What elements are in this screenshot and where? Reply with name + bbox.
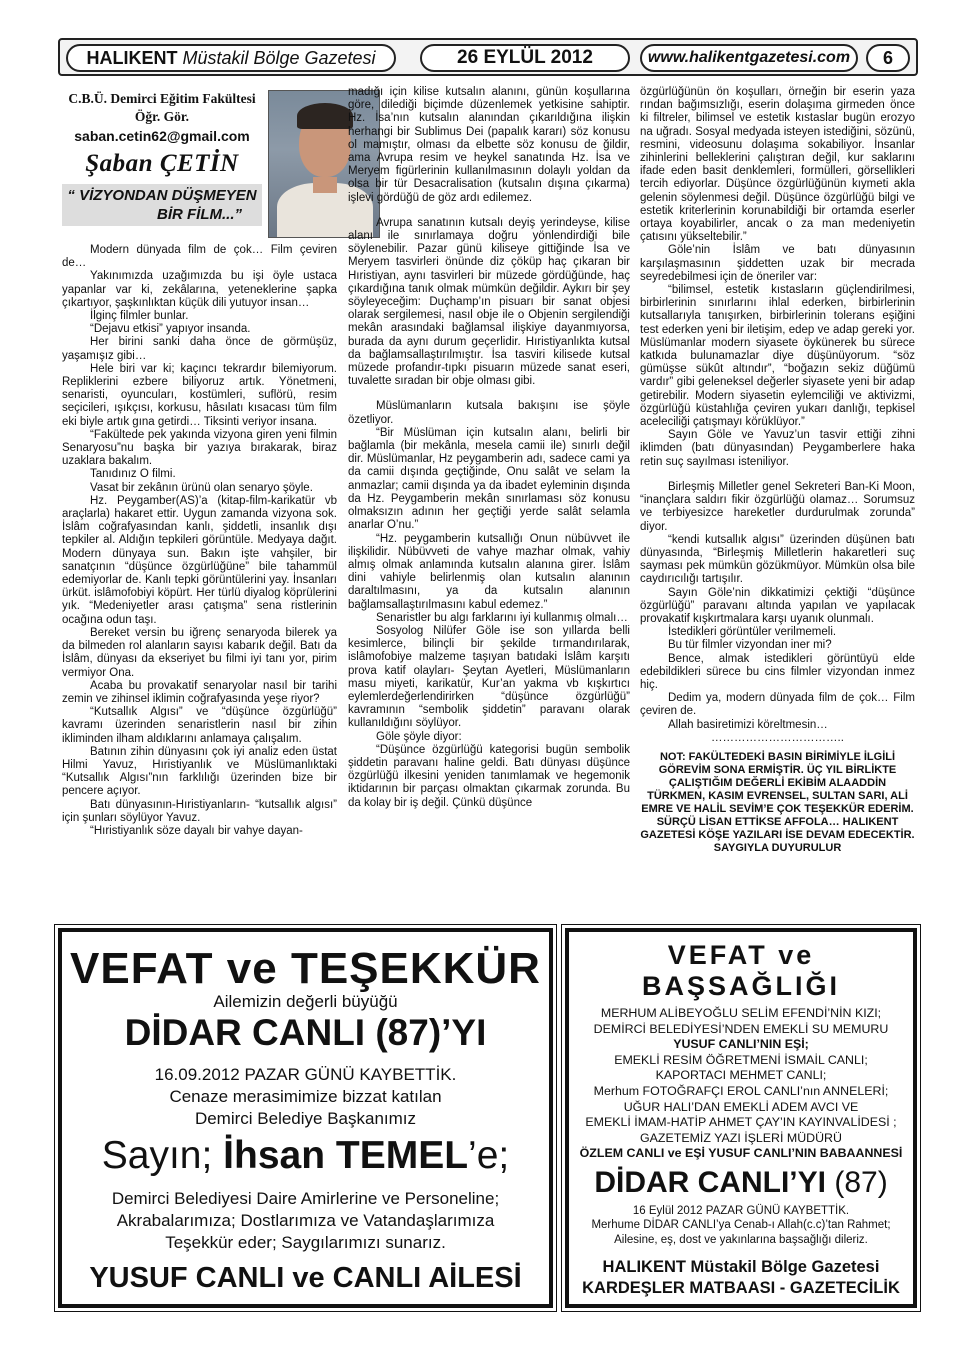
list-item: EMEKLİ İMAM-HATİP AHMET ÇAY’IN KAYINVALİDESİ ; — [585, 1115, 897, 1130]
paragraph: “Bir Müslüman için kutsalın alanı, belirli bir bağlamla (bir mekânla, mesela camii ile) sınırlı değil dir. Müslümanlar, Hz peygamberin adı, sadece cami ya da camii dışında geçtiğinde, Onu salât ve selam la anmazlar; camii dışında ya da ibadet eyleminin dışında da Hz. Peygamberin mekân sınırlaması söz konusu olmaksızın adının her geçtiği yerde salât selamla anarlar O’nu.” — [348, 426, 630, 532]
age-text: (87) — [834, 1165, 888, 1199]
author-rank: Öğr. Gör. — [134, 109, 190, 124]
ad-line: Ailesine, eş, dost ve yakınlarına başsağlığı dileriz. — [614, 1233, 868, 1246]
list-item: MERHUM ALİBEYOĞLU SELİM EFENDİ’NİN KIZI; — [600, 1006, 882, 1020]
author-email[interactable]: saban.cetin62@gmail.com — [74, 128, 250, 144]
paragraph: “bilimsel, estetik kıstasların güçlendirilmesi, birbirlerinin sınırlarını ihlal ederken, birbirlerinin kutsallarıyla tanışırken, birbirlerinin tolerans eşiğini test ederken yeni bir iletişim, edep ve adap gereki yor. Müslümanlar modern siyasete öykünerek bu sürece katkıda bulunamazlar diye düşünüyorum. “söz gümüşse sükût altındır”, “boğazın sekiz düğümü vardır” gibi geleneksel değerler siyasete yeni bir adap getirebilir. Modern siyasetin eylemciliği ve aktivizmi, özgürlüğü küstahlığa çeviren yukarı danlığı, tepkisel aceleciliği çatışmayı körüklüyor.” — [640, 284, 915, 429]
ad-line: Demirci Belediye Başkanımız — [194, 1109, 417, 1128]
paragraph: Yakınımızda uzağımızda bu işi öyle ustaca yapanlar var ki, zekâlarına, yeteneklerine şapka çıkartıyor, şaşkınlıktan küçük dili yutuyor insan… — [62, 270, 337, 309]
author-name: Şaban ÇETİN — [85, 150, 239, 177]
paragraph: Birleşmiş Milletler genel Sekreteri Ban-Ki Moon, “inançlara saldırı fikir özgürlüğü olamaz… Sorumsuz ve terbiyesizce hareketler durdurulmak zorunda” diyor. — [640, 480, 915, 533]
list-item: EMEKLİ RESİM ÖĞRETMENİ İSMAİL CANLI; — [614, 1052, 868, 1067]
ad-footer — [569, 1257, 913, 1299]
list-item: UĞUR HALI’DAN EMEKLİ ADEM AVCI VE — [623, 1099, 859, 1114]
paragraph: Bu tür filmler vizyondan iner mi? — [668, 639, 832, 652]
paragraph: “Fakültede pek yakında vizyona giren yeni filmin Senaryosu”nu başka bir yazıya bırakarak, biraz uzaklara bakalım. — [62, 428, 337, 468]
paragraph: Bereket versin bu iğrenç senaryoda bilerek ya da bilmeden rol alanların sayısı kabarık değil. Batı da İslâm, dünyası da ekseriyet bu filmi iyi tanı yor, pirim vermiyor Ona. — [62, 626, 337, 679]
paragraph: “Kutsallık Algısı” ve “düşünce özgürlüğü” kavramı üzerinden senaristlerin nasıl bir zihin ikliminden ilham aldıklarını anlamaya çalışalım. — [62, 706, 337, 745]
page-header — [58, 38, 918, 76]
author-notice: NOT: FAKÜLTEDEKİ BASIN BİRİMİYLE İLGİLİ GÖREVİM SONA ERMİŞTİR. ÜÇ YIL BİRLİKTE ÇALIŞTIĞIM DEĞERLİ EKİBİM ALAADDİN TÜRKMEN, KASIM EVRENSEL, SULTAN SARI, ALİ EMRE VE HALİL SEVİM’E ÇOK TEŞEKKÜR EDERİM. SÜRÇÜ LİSAN ETTİKSE AFFOLA… HALIKENT GAZETESİ KÖŞE YAZILARI İSE DEVAM EDECEKTİR. SAYGIYLA DUYURULUR — [640, 750, 915, 854]
list-item: DEMİRCİ BELEDİYESİ’NDEN EMEKLİ SU MEMURU — [593, 1021, 889, 1036]
ad-date-line: 16.09.2012 PAZAR GÜNÜ KAYBETTİK. — [154, 1065, 457, 1084]
paragraph: Allah basiretimizi köreltmesin… — [668, 718, 828, 731]
article-column-1 — [62, 244, 337, 914]
list-item: KAPORTACI MEHMET CANLI; — [655, 1068, 827, 1083]
paragraph: Bence, almak istedikleri görüntüyü elde edebildikleri sürece bu cins filmler vizyondan inmez hiç. — [640, 652, 915, 691]
paragraph: “Hıristiyanlık söze dayalı bir vahye dayan- — [90, 824, 303, 837]
ad-line: Ailemizin değerli büyüğü — [213, 992, 398, 1011]
paragraph: Hele biri var ki; kaçıncı tekrardır bilemiyorum. Repliklerini ezbere biliyoruz artık. Yönetmeni, senaristi, oyuncuları, kostümleri, suflörü, resim seçicileri, ışıkçısı, korkusu, hâsılatı kısacası tüm film eki biyle artık gına getirdi… Tiksinti veriyor insana. — [62, 362, 337, 428]
author-affiliation: C.B.Ü. Demirci Eğitim Fakültesi — [68, 91, 256, 106]
paragraph: Her birini sanki daha önce de görmüşüz, yaşamışız gibi… — [62, 336, 337, 362]
ad-title: VEFAT ve TEŞEKKÜR — [70, 944, 541, 993]
separator-dots: …………………………….. — [711, 731, 844, 744]
ad-line: Cenaze merasimimize bizzat katılan — [169, 1087, 442, 1106]
paragraph: “Düşünce özgürlüğü kategorisi bugün sembolik şiddetin paravanı haline geldi. Batı dünyası düşünce özgürlüğü ilkesini yeniden tanımlamak ve hegemonik iktidarının bir parçası olmaktan çıkarmak zorunda. Bu da kolay bir iş değil. Çünkü düşünce — [348, 743, 630, 809]
paragraph: Dedim ya, modern dünyada film de çok… Film çeviren de. — [640, 692, 915, 718]
paragraph: Avrupa sanatının kutsalı deyiş yerindeyse, kilise alanı ile sınırlamaya doğru yönlendirdiği bile söylenebilir. Pazar günü kiliseye gittiğinde İsa ve Meryem tasvirleri önünde diz çöküp haç çıkaran bir Hıristiyan, aynı tasvirleri bir müzede gördüğünde, haç çıkardığına tanık olmak mümkün değildir. Aykırı bir şey söyleyeceğim: Duçhamp’ın pisuarı bir sanat objesi olarak sergilemesi, nasıl obje ile o Objenin sergilendiği mekân arasındaki bağlamsal ilişkiye dayanmıyorsa, burada da aynı durum geçerlidir. Hıristiyanlıkta kutsal da bağlamsallaştırılmıştır. İsa tasviri kilisede kutsal müzede profandır-tıpkı pisuarın müzede sanat eseri, tuvalette sıradan bir obje olması gibi. — [348, 216, 630, 388]
condolence-ad — [565, 928, 917, 1308]
article-column-2 — [348, 86, 630, 916]
paragraph: Acaba bu provakatif senaryolar nasıl bir tarihi zemin ve zihinsel iklimin coğrafyasında yeşe riyor? — [62, 679, 337, 705]
name-text: DİDAR CANLI’YI — [594, 1165, 826, 1199]
ad-title: VEFAT ve BAŞSAĞLIĞI — [641, 940, 840, 1001]
paragraph: İstedikleri görüntüler verilmemeli. — [668, 626, 837, 639]
list-item: Merhum FOTOĞRAFÇI EROL CANLI’nın ANNELERİ; — [593, 1083, 889, 1098]
website-link[interactable]: www.halikentgazetesi.com — [640, 44, 858, 72]
paragraph: İlginç filmler bunlar. — [90, 310, 189, 323]
condolence-thanks-ad — [58, 928, 553, 1308]
ad-line: Akrabalarımıza; Dostlarımıza ve Vatandaşlarımıza — [116, 1211, 495, 1230]
deceased-name: DİDAR CANLI (87)’YI — [124, 1012, 487, 1053]
paragraph: Sayın Göle ve Yavuz’un tasvir ettiği zihni iklimden (batı dünyasından) Peygamberlere haka retin suç sayılması isteniliyor. — [640, 429, 915, 468]
article-title-line1: “ VİZYONDAN DÜŞMEYEN — [67, 187, 257, 204]
ad-line — [62, 1064, 549, 1130]
paper-name: HALIKENT — [86, 47, 178, 68]
footer-line: HALIKENT Müstakil Bölge Gazetesi — [602, 1258, 880, 1277]
deceased-name — [569, 1166, 913, 1200]
masthead — [66, 44, 396, 72]
list-item: ÖZLEM CANLI ve EŞİ YUSUF CANLI’NIN BABAANNESİ — [579, 1146, 903, 1161]
issue-date: 26 EYLÜL 2012 — [420, 44, 630, 72]
page-number: 6 — [866, 44, 910, 72]
paragraph: Hz. Peygamber(AS)’a (kitap-film-karikatür vb araçlarla) hakaret ettir. Uygun zamanda vizyona sok. İslâm coğrafyasından kanlı, şiddetli, insanlık dışı tepkiler al. Aldığın tepkileri görüntüle. Medyaya dağıt. Modern dünyaya sun. Bakın işte vahşiler, bir sanatçının “düşünce özgürlüğüne” bile tahammül edemiyorlar de. Kanlı tepki görüntülerini yay. İnsanları ürküt. islâmofobiyi köpürt. Her türlü diyalog köprülerini yık. “Medeniyetler arası çatışma” sena ristlerinin ocağına odun taşı. — [62, 494, 337, 626]
paragraph: Batı dünyasının-Hıristiyanların- “kutsallık algısı” için şunları söylüyor Yavuz. — [62, 798, 337, 824]
article-title-line2: BİR FİLM...” — [157, 206, 242, 223]
ad-line: Demirci Belediyesi Daire Amirlerine ve Personeline; — [111, 1189, 500, 1208]
paragraph: madığı için kilise kutsalın alanını, günün koşullarına göre, dilediği biçimde düzenlemek yetkisine sahiptir. Hz. İsa’nın kutsalın alanından çıkarıldığına ilişkin herhangi bir Sublimus Dei (papalık kararı) söz konusu ol mamıştır, olması da elbette söz konusu de ğildir, ama Avrupa resim ve heykel sanatında Hz. İsa ve Meryem figürlerinin kullanılmasının dolaylı yoldan da olsa bir tür Desacralisation (kutsalın dışına çıkarma) işlevi gördüğü de göz ardı edilemez. — [348, 86, 630, 204]
list-item: GAZETEMİZ YAZI İŞLERİ MÜDÜRÜ — [640, 1130, 842, 1145]
paragraph: Vasat bir zekânın ürünü olan senaryo şöyle. — [90, 481, 313, 494]
ad-body — [569, 1204, 913, 1248]
article-title — [62, 184, 262, 226]
paper-subtitle: Müstakil Bölge Gazetesi — [182, 47, 376, 68]
honorific: Sayın; — [101, 1134, 213, 1177]
thanked-person — [62, 1134, 549, 1178]
paragraph: Göle’nin İslâm ve batı dünyasının karşılaşmasının şiddetten uzak bir mecrada seyredebilmesi için de öneriler var: — [640, 244, 915, 283]
list-item: YUSUF CANLI’NIN EŞİ; — [673, 1037, 809, 1052]
relatives-list — [569, 1006, 913, 1162]
author-box — [62, 90, 262, 242]
ad-line: Teşekkür eder; Saygılarımızı sunarız. — [165, 1233, 446, 1252]
paragraph: Sosyolog Nilüfer Göle ise son yıllarda belli kesimlerce, bilinçli bir şekilde tırmandırılarak, islâmofobiye malzeme taşıyan batıdaki İslâm karşıtı prova katif olayları- Şeytan Ayetleri, Müslümanların masu miyeti, karikatür, Kur’an yakma vb kışkırtıcı eylemlerdeğerlendirirken “düşünce özgürlüğü” kavramının “sembolik şiddetin” paravanı olarak kullanıldığını söylüyor. — [348, 624, 630, 730]
suffix: ’e; — [468, 1134, 510, 1177]
paragraph: Batının zihin dünyasını çok iyi analiz eden üstat Hilmi Yavuz, Hıristiyanlık ve Müslümanlıktaki “Kutsallık Algısı”nın farklılığı üzerinden bize bir pencere açıyor. — [62, 745, 337, 798]
ad-signature: YUSUF CANLI ve CANLI AİLESİ — [89, 1262, 522, 1294]
paragraph: özgürlüğünün ön koşulları, örneğin bir eserin yaza rından bağımsızlığı, eserin dolaşıma girmeden önce ki filtreler, bilimsel ve estetik kıstaslar bugün erozyo na uğradı. Sosyal medyada isteyen istediğini, sözünü, resmini, videosunu dolaşıma sokabiliyor. İnsanlar zihinlerini belleklerini çalıştıran değil, kur saklarını ifade eden basit denklemleri, formülleri, görsellikleri tercih ediyorlar. Düşünce özgürlüğünün kıymeti akla gelenin söylenmesi değil. Düşünce özgürlüğü bilgi ve estetik kriterlerinin korunabildiği bir ortamda eserler ortaya koyabilirler, ancak o za man medeniyetin çatısını yükseltebilir.” — [640, 86, 915, 244]
paragraph: “kendi kutsallık algısı” üzerinden düşünen batı dünyasında, “Birleşmiş Milletlerin hakaretleri suç sayması pek mümkün gözükmüyor. Mümkün olsa bile caydırıcılığı tartışılır. — [640, 533, 915, 586]
paragraph: Sayın Göle’nin dikkatimizi çektiği “düşünce özgürlüğü” paravanı altında yapılan ve yapılacak provakatif kışkırtmalara karşı uyanık olunmalı. — [640, 586, 915, 625]
paragraph: “Dejavu etkisi” yapıyor insanda. — [90, 323, 251, 336]
paragraph: Göle şöyle diyor: — [376, 730, 462, 743]
paragraph: Müslümanların kutsala bakışını ise şöyle özetliyor. — [348, 400, 630, 426]
ad-date-line: 16 Eylül 2012 PAZAR GÜNÜ KAYBETTİK. — [632, 1204, 850, 1217]
paragraph: Senaristler bu algı farklarını iyi kullanmış olmalı… — [376, 611, 628, 624]
paragraph: Tanıdınız O filmi. — [90, 468, 176, 481]
person-name: İhsan TEMEL — [223, 1134, 469, 1177]
footer-line: KARDEŞLER MATBAASI - GAZETECİLİK — [582, 1279, 900, 1298]
ad-line: Merhume DİDAR CANLI’ya Cenab-ı Allah(c.c)’tan Rahmet; — [591, 1219, 891, 1232]
paragraph: Modern dünyada film de çok… Film çeviren de… — [62, 244, 337, 270]
ad-body — [62, 1188, 549, 1254]
paragraph: “Hz. peygamberin kutsallığı Onun nübüvvet ile ilişkilidir. Nübüvveti de vahye mazhar olmak, vahiy almış olmak anlamında kutsalın alanına girer. İslâm dini vahiyle belirlenmiş olan kutsalın alanının daraltılmasını, ya da kutsalın alanının bağlamsallaştırılmasını kabul edemez.” — [348, 532, 630, 611]
article-column-3 — [640, 86, 915, 916]
